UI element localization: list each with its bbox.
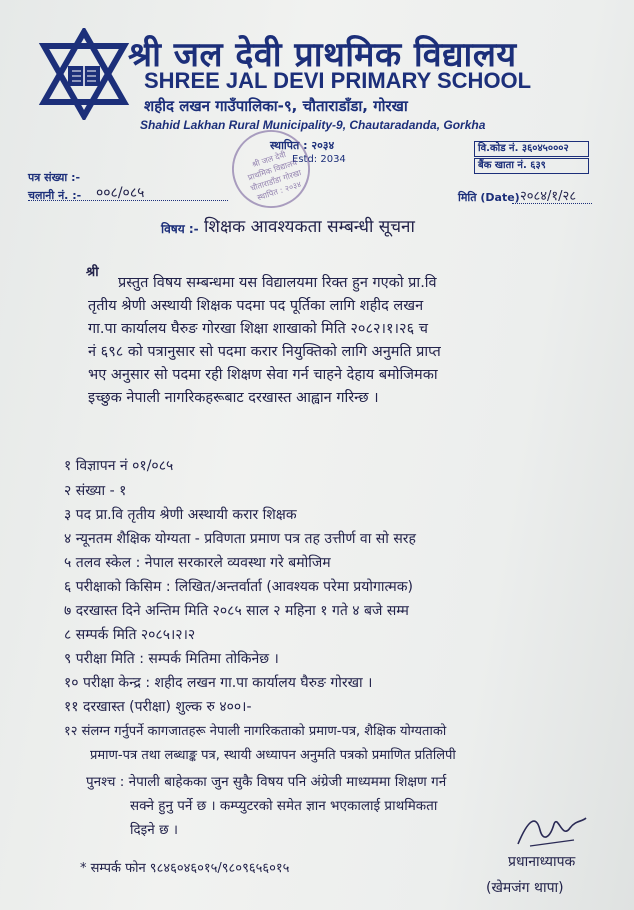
date-underline <box>512 203 592 204</box>
principal-name: (खेमजंग थापा) <box>486 880 564 896</box>
body-line: प्रस्तुत विषय सम्बन्धमा यस विद्यालयमा रिक्त हुन गएको प्रा.वि <box>118 275 437 291</box>
subject-label: विषय :- <box>161 222 199 236</box>
footnote-line: सक्ने हुनु पर्ने छ । कम्प्युटरको समेत ज्ञान भएकालाई प्राथमिकता <box>130 798 438 814</box>
salutation: श्री <box>86 265 99 280</box>
body-line: गा.पा कार्यालय घैरुङ गोरखा शिक्षा शाखाको मिति २०८२।१।२६ च <box>88 321 428 337</box>
school-stamp <box>222 120 320 218</box>
body-paragraph <box>88 272 628 410</box>
body-line: नं ६९८ को पत्रानुसार सो पदमा करार नियुक्तिको लागि अनुमति प्राप्त <box>88 344 441 360</box>
signature-scribble <box>510 810 590 850</box>
list-item: ११ दरखास्त (परीक्षा) शुल्क रु ४००।- <box>64 699 252 715</box>
list-item: १ विज्ञापन नं ०१/०८५ <box>64 458 174 474</box>
established-nepali: स्थापित : २०३४ <box>270 139 335 152</box>
list-item: १० परीक्षा केन्द्र : शहीद लखन गा.पा कार्यालय घैरुङ गोरखा । <box>64 675 373 691</box>
list-item-continuation: प्रमाण-पत्र तथा लब्धाङ्क पत्र, स्थायी अध्यापन अनुमति पत्रको प्रमाणित प्रतिलिपी <box>90 748 456 763</box>
school-name-nepali: श्री जल देवी प्राथमिक विद्यालय <box>128 35 517 75</box>
date-label: मिति (Date) <box>458 191 520 204</box>
list-item: ७ दरखास्त दिने अन्तिम मिति २०८५ साल २ महिना १ गते ४ बजे सम्म <box>64 603 409 619</box>
list-item: १२ संलग्न गर्नुपर्ने कागजातहरू नेपाली नागरिकताको प्रमाण-पत्र, शैक्षिक योग्यताको <box>64 724 447 739</box>
school-logo-icon <box>38 28 130 120</box>
footnote-line: दिइने छ । <box>130 822 178 838</box>
established-english: Estd: 2034 <box>292 154 346 165</box>
list-item: ३ पद प्रा.वि तृतीय श्रेणी अस्थायी करार शिक्षक <box>64 507 297 523</box>
date-value: २०८४/१/२८ <box>520 189 577 204</box>
bank-account-box: बैंक खाता नं. ६३९ <box>474 158 589 174</box>
list-item: ६ परीक्षाको किसिम : लिखित/अन्तर्वार्ता (आवश्यक परेमा प्रयोगात्मक) <box>64 579 414 595</box>
body-line: तृतीय श्रेणी अस्थायी शिक्षक पदमा पद पूर्तिका लागि शहीद लखन <box>88 298 424 314</box>
chalani-underline <box>28 200 228 201</box>
school-code-box: वि.कोड नं. ३६०४५०००२ <box>474 141 589 157</box>
list-item: २ संख्या - १ <box>64 483 127 499</box>
list-item: ५ तलव स्केल : नेपाल सरकारले व्यवस्था गरे बमोजिम <box>64 555 331 571</box>
address-nepali: शहीद लखन गाउँपालिका-९, चौताराडाँडा, गोरखा <box>144 97 408 115</box>
school-name-english: SHREE JAL DEVI PRIMARY SCHOOL <box>144 68 532 93</box>
address-english: Shahid Lakhan Rural Municipality-9, Chautaradanda, Gorkha <box>140 118 486 132</box>
body-line: भए अनुसार सो पदमा रही शिक्षण सेवा गर्न चाहने देहाय बमोजिमका <box>88 367 438 383</box>
contact-phone: * सम्पर्क फोन ९८४६०४६०१५/९८०९६५६०१५ <box>80 861 290 876</box>
patra-sankhya-label: पत्र संख्या :- <box>28 171 81 184</box>
chalani-number: ००८/०८५ <box>96 185 145 201</box>
list-item: ९ परीक्षा मिति : सम्पर्क मितिमा तोकिनेछ । <box>64 651 279 667</box>
stamp-text: श्री जल देवी प्राथमिक विद्यालय चौताराडाँडा गोरखा स्थापित : २०३४ <box>246 149 303 203</box>
chalani-label: चलानी नं. :- <box>28 189 82 202</box>
principal-title: प्रधानाध्यापक <box>508 854 576 870</box>
list-item: ८ सम्पर्क मिति २०८५।२।२ <box>64 627 196 643</box>
subject-text: शिक्षक आवश्यकता सम्बन्धी सूचना <box>204 217 415 237</box>
list-item: ४ न्यूनतम शैक्षिक योग्यता - प्रविणता प्रमाण पत्र तह उत्तीर्ण वा सो सरह <box>64 531 416 547</box>
footnote-line: पुनश्च : नेपाली बाहेकका जुन सुकै विषय पनि अंग्रेजी माध्यममा शिक्षण गर्न <box>86 774 447 790</box>
body-line: इच्छुक नेपाली नागरिकहरूबाट दरखास्त आह्वान गरिन्छ । <box>88 390 379 406</box>
